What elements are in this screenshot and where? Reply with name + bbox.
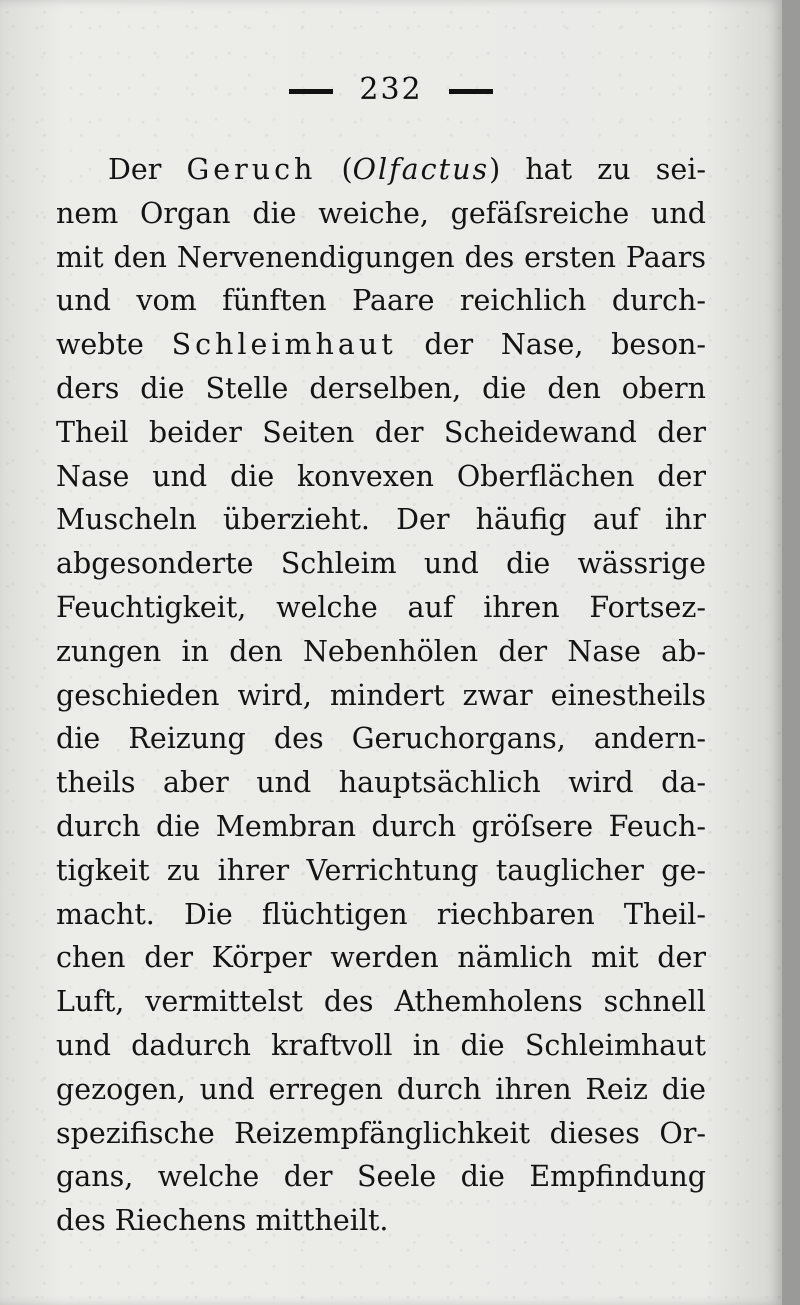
text-line: Der Geruch (Olfactus) hat zu sei-	[108, 153, 706, 186]
text-line: abgesonderte Schleim und die wässrige	[56, 547, 706, 581]
text-line: macht. Die flüchtigen riechbaren Theil-	[56, 897, 706, 931]
text-line: des Riechens mittheilt.	[56, 1204, 389, 1238]
text-line: gezogen, und erregen durch ihren Reiz die	[56, 1072, 706, 1106]
text-line: Theil beider Seiten der Scheidewand der	[56, 415, 706, 449]
term-schleimhaut: Schleimhaut	[171, 328, 397, 362]
text-line: theils aber und hauptsächlich wird da-	[56, 766, 706, 800]
text-line: ders die Stelle derselben, die den obern	[56, 371, 706, 405]
right-dash	[449, 89, 493, 94]
text-line: Nase und die konvexen Oberflächen der	[56, 459, 706, 493]
page-header	[0, 72, 782, 107]
text-line: tigkeit zu ihrer Verrichtung tauglicher ge-	[56, 853, 706, 887]
text-line: chen der Körper werden nämlich mit der	[56, 941, 706, 975]
page-number: 232	[359, 72, 423, 107]
text-line: webte Schleimhaut der Nase, beson-	[56, 328, 706, 362]
text-line: durch die Membran durch gröſsere Feuch-	[56, 809, 706, 843]
term-geruch: Geruch	[186, 153, 317, 186]
text-line: Luft, vermittelst des Athemholens schnell	[56, 985, 706, 1019]
text-line: Feuchtigkeit, welche auf ihren Fortsez-	[56, 590, 706, 624]
term-olfactus: Olfactus	[352, 153, 490, 186]
text-line: nem Organ die weiche, gefäſsreiche und	[56, 196, 706, 230]
text-line: und vom fünften Paare reichlich durch-	[56, 284, 706, 318]
text-line: Muscheln überzieht. Der häufig auf ihr	[56, 503, 706, 537]
text-line: geschieden wird, mindert zwar einestheils	[56, 678, 706, 712]
text-line: spezifische Reizempfänglichkeit dieses Or-	[56, 1116, 706, 1150]
text-line: mit den Nervenendigungen des ersten Paars	[56, 240, 706, 274]
left-dash	[289, 89, 333, 94]
text-line: und dadurch kraftvoll in die Schleimhaut	[56, 1028, 706, 1062]
text-line: gans, welche der Seele die Empfindung	[56, 1160, 706, 1194]
text-line: zungen in den Nebenhölen der Nase ab-	[56, 634, 706, 668]
body-text	[56, 148, 706, 1243]
text-line: die Reizung des Geruchorgans, andern-	[56, 722, 706, 756]
